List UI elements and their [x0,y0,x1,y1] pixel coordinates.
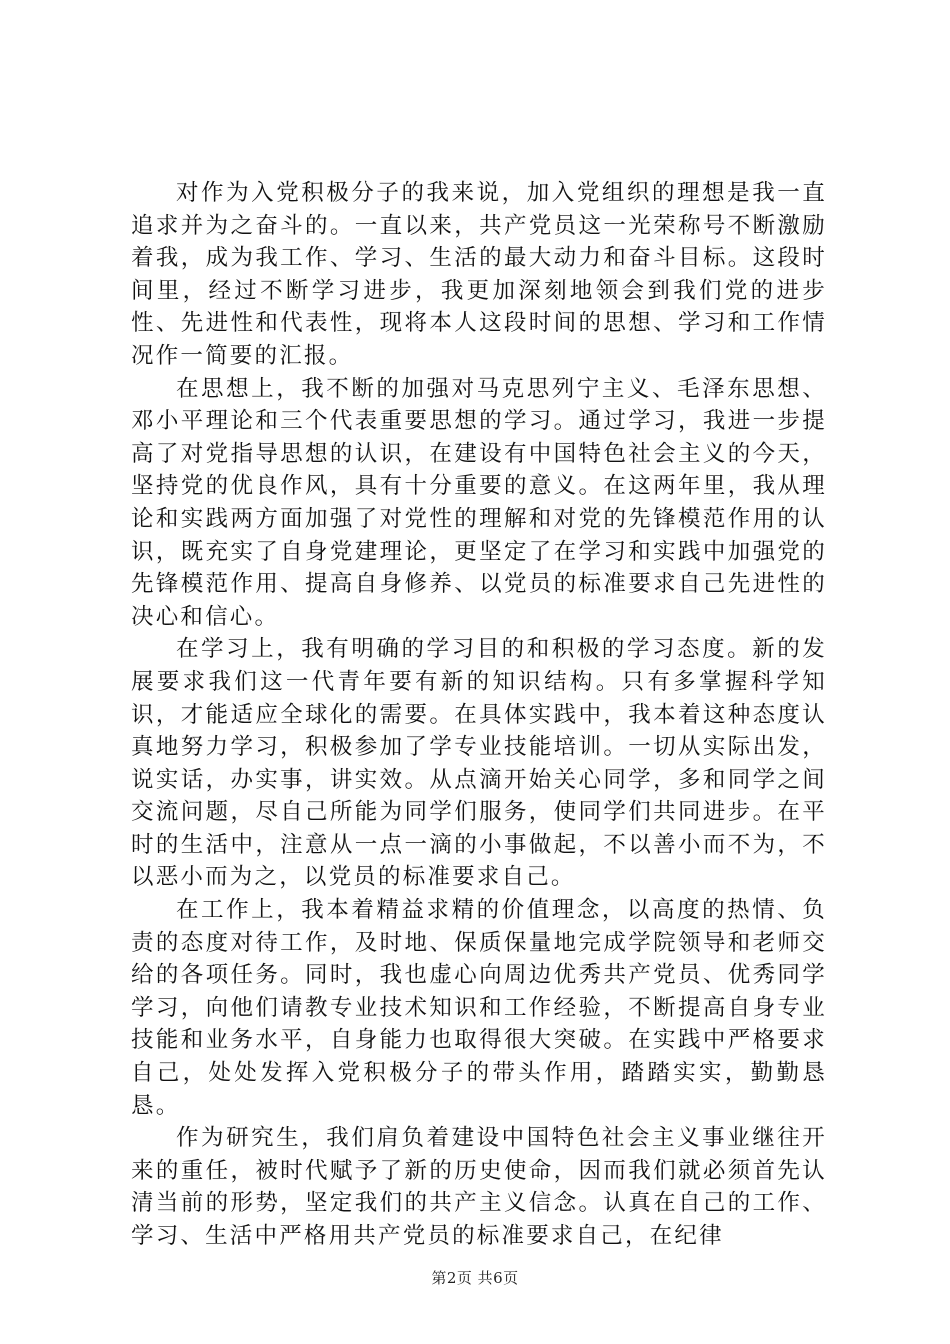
document-body [131,177,827,1253]
paragraph-intro: 对作为入党积极分子的我来说，加入党组织的理想是我一直追求并为之奋斗的。一直以来，共产党员这一光荣称号不断激励着我，成为我工作、学习、生活的最大动力和奋斗目标。这段时间里，经过不断学习进步，我更加深刻地领会到我们党的进步性、先进性和代表性，现将本人这段时间的思想、学习和工作情况作一简要的汇报。 [131,180,827,369]
paragraph-work: 在工作上，我本着精益求精的价值理念，以高度的热情、负责的态度对待工作，及时地、保质保量地完成学院领导和老师交给的各项任务。同时，我也虚心向周边优秀共产党员、优秀同学学习，向他们请教专业技术知识和工作经验，不断提高自身专业技能和业务水平，自身能力也取得很大突破。在实践中严格要求自己，处处发挥入党积极分子的带头作用，踏踏实实，勤勤恳恳。 [131,897,827,1119]
page-number-footer: 第2页 共6页 [431,1269,519,1287]
paragraph-thought: 在思想上，我不断的加强对马克思列宁主义、毛泽东思想、邓小平理论和三个代表重要思想的学习。通过学习，我进一步提高了对党指导思想的认识，在建设有中国特色社会主义的今天，坚持党的优良作风，具有十分重要的意义。在这两年里，我从理论和实践两方面加强了对党性的理解和对党的先锋模范作用的认识，既充实了自身党建理论，更坚定了在学习和实践中加强党的先锋模范作用、提高自身修养、以党员的标准要求自己先进性的决心和信心。 [131,375,827,630]
paragraph-study: 在学习上，我有明确的学习目的和积极的学习态度。新的发展要求我们这一代青年要有新的知识结构。只有多掌握科学知识，才能适应全球化的需要。在具体实践中，我本着这种态度认真地努力学习，积极参加了学专业技能培训。一切从实际出发，说实话，办实事，讲实效。从点滴开始关心同学，多和同学之间交流问题，尽自己所能为同学们服务，使同学们共同进步。在平时的生活中，注意从一点一滴的小事做起，不以善小而不为，不以恶小而为之，以党员的标准要求自己。 [131,636,827,891]
paragraph-graduate: 作为研究生，我们肩负着建设中国特色社会主义事业继往开来的重任，被时代赋予了新的历史使命，因而我们就必须首先认清当前的形势，坚定我们的共产主义信念。认真在自己的工作、学习、生活中严格用共产党员的标准要求自己，在纪律 [131,1125,827,1249]
